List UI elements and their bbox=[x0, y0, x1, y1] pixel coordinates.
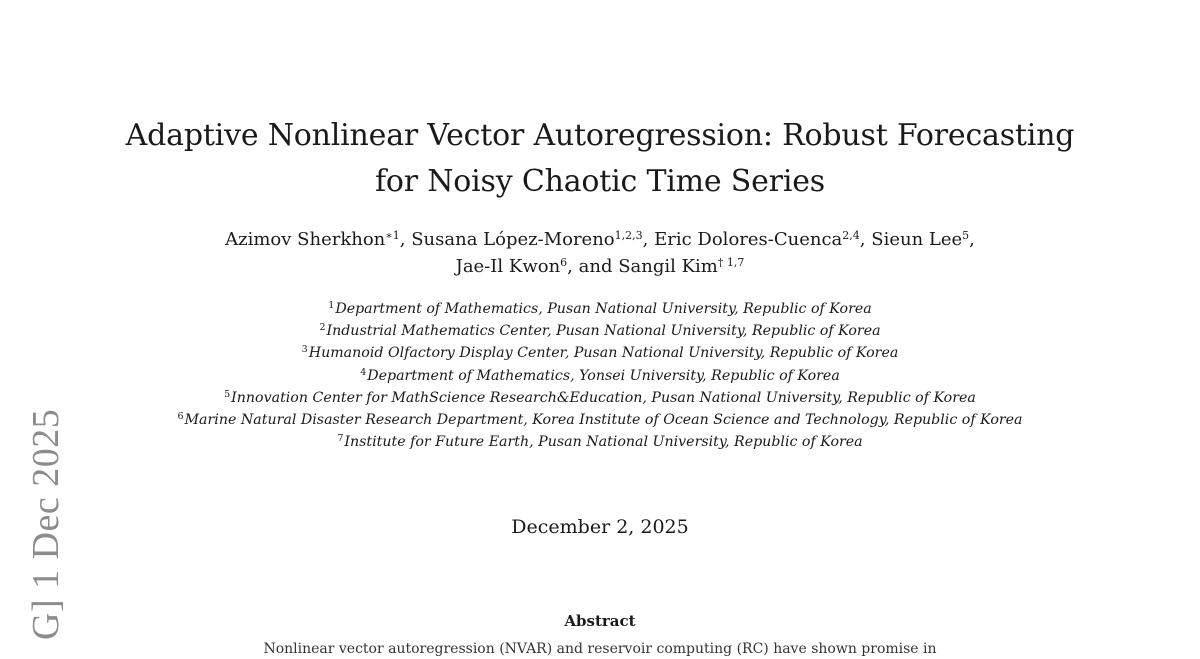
affiliation-3 bbox=[150, 342, 1050, 364]
affiliation-number: 1 bbox=[328, 300, 335, 311]
author-separator: , bbox=[859, 229, 872, 250]
affiliation-text: Marine Natural Disaster Research Department, Korea Institute of Ocean Science and Technology, Republic of Korea bbox=[184, 412, 1023, 429]
author-name: Sieun Lee bbox=[871, 229, 963, 250]
author-line-1 bbox=[120, 226, 1080, 253]
author-affiliation-marker: † 1,7 bbox=[717, 256, 745, 269]
abstract-heading: Abstract bbox=[564, 612, 636, 630]
affiliation-2 bbox=[150, 320, 1050, 342]
affiliation-number: 3 bbox=[301, 344, 308, 356]
affiliation-6 bbox=[150, 409, 1050, 431]
author-affiliation-marker: 6 bbox=[560, 256, 568, 269]
paper-title-line-2: for Noisy Chaotic Time Series bbox=[375, 164, 825, 199]
affiliation-text: Innovation Center for MathScience Research&Education, Pusan National University, Republic of Korea bbox=[231, 389, 976, 406]
author-separator: , bbox=[969, 229, 975, 250]
affiliation-number: 7 bbox=[337, 433, 344, 445]
affiliation-list bbox=[150, 298, 1050, 453]
affiliation-number: 4 bbox=[360, 366, 367, 378]
author-name: Susana López-Moreno bbox=[411, 229, 615, 250]
author-name: Jae-Il Kwon bbox=[455, 256, 561, 277]
affiliation-4 bbox=[150, 365, 1050, 387]
affiliation-number: 2 bbox=[319, 322, 326, 334]
author-name: Sangil Kim bbox=[618, 256, 718, 277]
affiliation-text: Institute for Future Earth, Pusan National University, Republic of Korea bbox=[344, 434, 863, 451]
affiliation-text: Humanoid Olfactory Display Center, Pusan National University, Republic of Korea bbox=[308, 345, 899, 362]
author-list bbox=[120, 226, 1080, 280]
paper-title bbox=[120, 113, 1080, 205]
affiliation-1 bbox=[150, 298, 1050, 320]
author-name: Eric Dolores-Cuenca bbox=[654, 229, 843, 250]
abstract-text: Nonlinear vector autoregression (NVAR) and reservoir computing (RC) have shown promise in bbox=[263, 641, 937, 657]
author-affiliation-marker: 5 bbox=[962, 229, 970, 242]
author-separator: , bbox=[399, 229, 412, 250]
author-affiliation-marker: ∗1 bbox=[385, 229, 400, 242]
affiliation-number: 6 bbox=[177, 411, 184, 423]
affiliation-5 bbox=[150, 387, 1050, 409]
author-separator: , and bbox=[567, 256, 619, 277]
affiliation-text: Department of Mathematics, Pusan National University, Republic of Korea bbox=[335, 301, 872, 317]
affiliation-text: Industrial Mathematics Center, Pusan National University, Republic of Korea bbox=[326, 323, 881, 340]
affiliation-7 bbox=[150, 431, 1050, 453]
publication-date: December 2, 2025 bbox=[511, 516, 689, 538]
affiliation-text: Department of Mathematics, Yonsei University, Republic of Korea bbox=[367, 367, 840, 384]
affiliation-number: 5 bbox=[224, 388, 231, 400]
author-affiliation-marker: 1,2,3 bbox=[614, 229, 643, 242]
author-name: Azimov Sherkhon bbox=[225, 229, 386, 250]
author-affiliation-marker: 2,4 bbox=[842, 229, 860, 242]
arxiv-side-stamp: G] 1 Dec 2025 bbox=[25, 408, 67, 640]
paper-title-line-1: Adaptive Nonlinear Vector Autoregression: Robust Forecasting bbox=[125, 118, 1075, 153]
author-separator: , bbox=[642, 229, 655, 250]
author-line-2 bbox=[120, 253, 1080, 280]
